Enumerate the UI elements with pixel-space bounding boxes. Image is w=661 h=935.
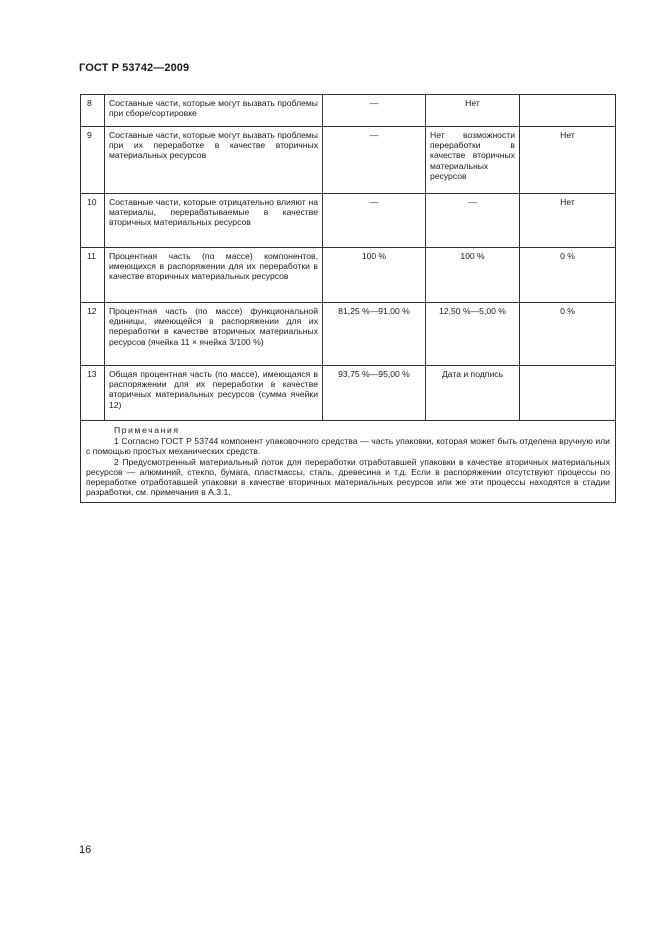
row-value-col4: Нет <box>426 95 520 127</box>
row-number: 11 <box>81 248 105 303</box>
row-description: Процентная часть (по массе) функциональной единицы, имеющейся в распоряжении для их переработки в качестве вторичных материальных ресурсов (ячейка 11 × ячейка 3/100 %) <box>105 303 323 366</box>
row-description: Составные части, которые могут вызвать проблемы при их переработке в качестве вторичных материальных ресурсов <box>105 127 323 194</box>
table-row <box>81 303 616 366</box>
criteria-table <box>80 94 616 503</box>
row-number: 10 <box>81 194 105 248</box>
row-value-col5: Нет <box>520 194 616 248</box>
note-item: 1 Согласно ГОСТ Р 53744 компонент упаковочного средства — часть упаковки, которая может быть отделена вручную или с помощью простых механических средств. <box>86 436 610 457</box>
row-value-col4: 12,50 %—5,00 % <box>426 303 520 366</box>
row-value-col3: — <box>323 127 426 194</box>
row-value-col4: 100 % <box>426 248 520 303</box>
row-number: 9 <box>81 127 105 194</box>
row-value-col3: 81,25 %—91,00 % <box>323 303 426 366</box>
row-value-col5 <box>520 95 616 127</box>
page-number: 16 <box>79 844 92 856</box>
document-header: ГОСТ Р 53742—2009 <box>79 62 190 74</box>
table-row <box>81 95 616 127</box>
row-value-col5: 0 % <box>520 248 616 303</box>
table-row <box>81 366 616 421</box>
row-value-col3: 93,75 %—95,00 % <box>323 366 426 421</box>
notes-title: Примечания <box>114 425 180 435</box>
row-value-col3: — <box>323 194 426 248</box>
row-number: 13 <box>81 366 105 421</box>
row-value-col5: 0 % <box>520 303 616 366</box>
row-description: Составные части, которые могут вызвать проблемы при сборе/сортировке <box>105 95 323 127</box>
table-row <box>81 127 616 194</box>
row-value-col3: 100 % <box>323 248 426 303</box>
row-description: Общая процентная часть (по массе), имеющаяся в распоряжении для их переработки в качестве вторичных материальных ресурсов (сумма ячейки 12) <box>105 366 323 421</box>
row-value-col4: Дата и подпись <box>426 366 520 421</box>
row-value-col3: — <box>323 95 426 127</box>
notes-cell <box>81 421 616 503</box>
table-row <box>81 248 616 303</box>
row-number: 8 <box>81 95 105 127</box>
row-number: 12 <box>81 303 105 366</box>
row-description: Процентная часть (по массе) компонентов, имеющихся в распоряжении для их переработки в качестве вторичных материальных ресурсов <box>105 248 323 303</box>
table-row <box>81 194 616 248</box>
row-description: Составные части, которые отрицательно влияют на материалы, перерабатываемые в качестве вторичных материальных ресурсов <box>105 194 323 248</box>
notes-row <box>81 421 616 503</box>
row-value-col4: — <box>426 194 520 248</box>
row-value-col4: Нет возможности переработки в качестве вторичных материальных ресурсов <box>426 127 520 194</box>
row-value-col5: Нет <box>520 127 616 194</box>
row-value-col5 <box>520 366 616 421</box>
note-item: 2 Предусмотренный материальный поток для переработки отработавшей упаковки в качестве вторичных материальных ресурсов — алюминий, стекло, бумага, пластмассы, сталь, древесина и т.д. Если в распоряжении отсутствуют процессы по переработке отработавшей упаковки в качестве вторичных материальных ресурсов или же эти процессы находятся в стадии разработки, см. примечания в А.3.1. <box>86 456 610 498</box>
